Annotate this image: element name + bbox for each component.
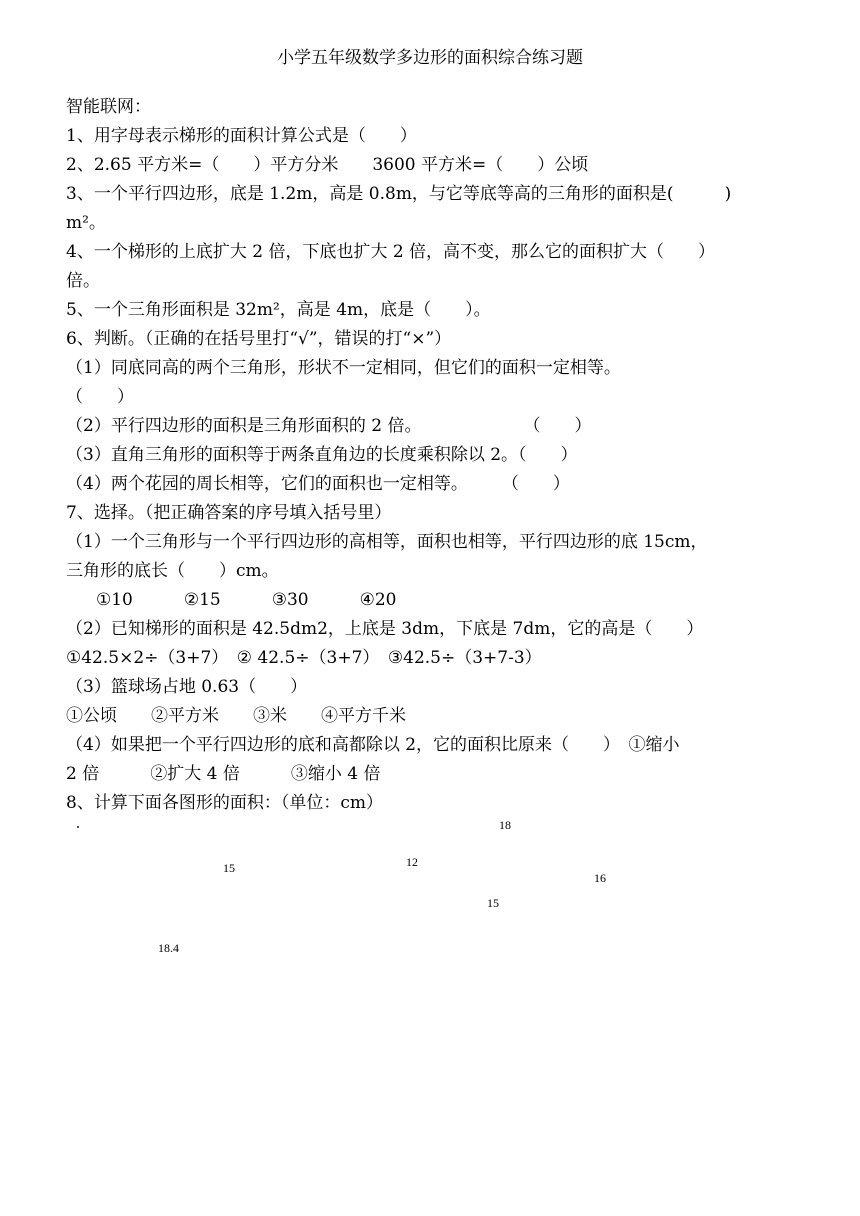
- question-3-line-1: 3、一个平行四边形，底是 1.2m，高是 0.8m，与它等底等高的三角形的面积是( ): [66, 184, 732, 204]
- question-7-item-1-line-1: （1）一个三角形与一个平行四边形的高相等，面积也相等，平行四边形的底 15cm，: [66, 532, 708, 552]
- question-2: 2、2.65 平方米=（ ）平方分米 3600 平方米=（ ）公顷: [66, 155, 589, 175]
- question-7-heading: 7、选择。（把正确答案的序号填入括号里）: [66, 503, 392, 523]
- question-7-item-3-line-1: （3）篮球场占地 0.63（ ）: [66, 677, 308, 697]
- question-1: 1、用字母表示梯形的面积计算公式是（ ）: [66, 126, 417, 146]
- question-7-item-4-line-1: （4）如果把一个平行四边形的底和高都除以 2，它的面积比原来（ ） ①缩小: [66, 735, 680, 755]
- question-6-item-2: （2）平行四边形的面积是三角形面积的 2 倍。 （ ）: [66, 416, 592, 436]
- figure-label-18: 18: [499, 818, 511, 832]
- section-heading: 智能联网：: [66, 97, 151, 117]
- question-6-item-3: （3）直角三角形的面积等于两条直角边的长度乘积除以 2。（ ）: [66, 445, 578, 465]
- figure-label-16: 16: [594, 871, 606, 885]
- question-6-item-1-line-2: （ ）: [66, 387, 134, 407]
- question-6-item-1-line-1: （1）同底同高的两个三角形，形状不一定相同，但它们的面积一定相等。: [66, 358, 621, 378]
- figure-marker-dot: [77, 826, 79, 828]
- question-4-line-1: 4、一个梯形的上底扩大 2 倍，下底也扩大 2 倍，高不变，那么它的面积扩大（ ）: [66, 242, 716, 262]
- question-7-item-2-line-1: （2）已知梯形的面积是 42.5dm2，上底是 3dm，下底是 7dm，它的高是（ ）: [66, 619, 704, 639]
- figure-label-18-4: 18.4: [158, 941, 179, 955]
- question-7-item-1-line-2: 三角形的底长（ ）cm。: [66, 561, 279, 581]
- figure-label-15-right: 15: [487, 896, 499, 910]
- question-7-item-4-line-2: 2 倍 ②扩大 4 倍 ③缩小 4 倍: [66, 764, 381, 784]
- question-4-line-2: 倍。: [66, 271, 100, 291]
- question-7-item-2-options: ①42.5×2÷（3+7） ② 42.5÷（3+7） ③42.5÷（3+7-3）: [66, 648, 542, 668]
- question-6-item-4: （4）两个花园的周长相等，它们的面积也一定相等。 （ ）: [66, 474, 570, 494]
- figure-label-12: 12: [406, 855, 418, 869]
- figure-label-15-left: 15: [223, 861, 235, 875]
- question-7-item-3-options: ①公顷 ②平方米 ③米 ④平方千米: [66, 706, 406, 726]
- question-6-heading: 6、判断。（正确的在括号里打“√”，错误的打“×”）: [66, 329, 452, 349]
- page-title: 小学五年级数学多边形的面积综合练习题: [277, 48, 583, 68]
- question-7-item-1-options: ①10 ②15 ③30 ④20: [96, 590, 397, 610]
- question-5: 5、一个三角形面积是 32m²，高是 4m，底是（ ）。: [66, 300, 491, 320]
- question-8-heading: 8、计算下面各图形的面积：（单位：cm）: [66, 793, 383, 813]
- question-3-line-2: m²。: [66, 213, 106, 233]
